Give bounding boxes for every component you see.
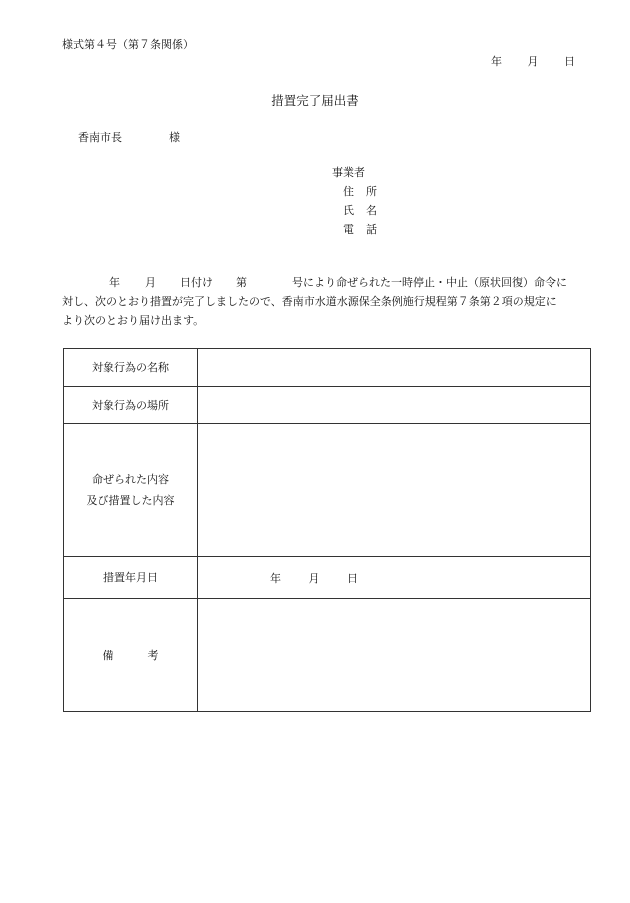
measures-field[interactable] <box>198 424 591 557</box>
addressee <box>78 129 180 145</box>
measures-label-line-1: 命ぜられた内容 <box>92 473 169 486</box>
report-table <box>63 348 591 712</box>
addressee-name: 香南市長 <box>78 131 122 144</box>
activity-name-label: 対象行為の名称 <box>64 349 198 387</box>
body-day-dated: 日付け <box>180 276 213 289</box>
table-row-activity-location <box>64 387 591 424</box>
table-row-activity-name <box>64 349 591 387</box>
applicant-block <box>332 163 377 239</box>
form-number: 様式第４号（第７条関係） <box>62 38 194 51</box>
date-day-label: 日 <box>564 55 575 68</box>
address-char-2: 所 <box>366 185 377 198</box>
phone-char-1: 電 <box>343 223 354 236</box>
activity-location-field[interactable] <box>198 387 591 424</box>
addressee-honorific: 様 <box>169 131 180 144</box>
measure-date-year: 年 <box>270 571 281 585</box>
measure-date-month: 月 <box>308 571 320 585</box>
table-row-remarks <box>64 599 591 712</box>
body-month: 月 <box>145 276 156 289</box>
date-year-label: 年 <box>491 55 502 68</box>
remarks-label <box>64 599 198 712</box>
applicant-phone-label <box>332 220 377 239</box>
measure-date-day: 日 <box>347 571 358 585</box>
activity-location-label: 対象行為の場所 <box>64 387 198 424</box>
address-char-1: 住 <box>343 185 354 198</box>
date-month-label: 月 <box>527 55 539 68</box>
activity-name-field[interactable] <box>198 349 591 387</box>
remarks-char-1: 備 <box>102 648 114 662</box>
measure-date-field[interactable] <box>198 557 591 599</box>
body-year: 年 <box>109 276 120 289</box>
measure-date-label: 措置年月日 <box>64 557 198 599</box>
table-row-measures <box>64 424 591 557</box>
body-dai: 第 <box>236 276 247 289</box>
table-row-measure-date <box>64 557 591 599</box>
remarks-char-2: 考 <box>147 648 159 662</box>
measures-label <box>64 424 198 557</box>
body-line-3: より次のとおり届け出ます。 <box>62 314 205 327</box>
applicant-name-label <box>332 201 377 220</box>
submission-date <box>491 53 575 69</box>
body-line-1 <box>62 273 590 292</box>
body-paragraph <box>62 273 590 330</box>
body-line-2: 対し、次のとおり措置が完了しましたので、香南市水道水源保全条例施行規程第７条第２項の規定に <box>62 295 557 308</box>
name-char-2: 名 <box>366 204 377 217</box>
body-line-1-rest: 号により命ぜられた一時停止・中止（原状回復）命令に <box>292 276 567 289</box>
measures-label-line-2: 及び措置した内容 <box>86 494 175 507</box>
applicant-label: 事業者 <box>332 166 365 179</box>
remarks-field[interactable] <box>198 599 591 712</box>
name-char-1: 氏 <box>343 204 354 217</box>
applicant-address-label <box>332 182 377 201</box>
document-title: 措置完了届出書 <box>271 93 359 108</box>
phone-char-2: 話 <box>366 223 377 236</box>
